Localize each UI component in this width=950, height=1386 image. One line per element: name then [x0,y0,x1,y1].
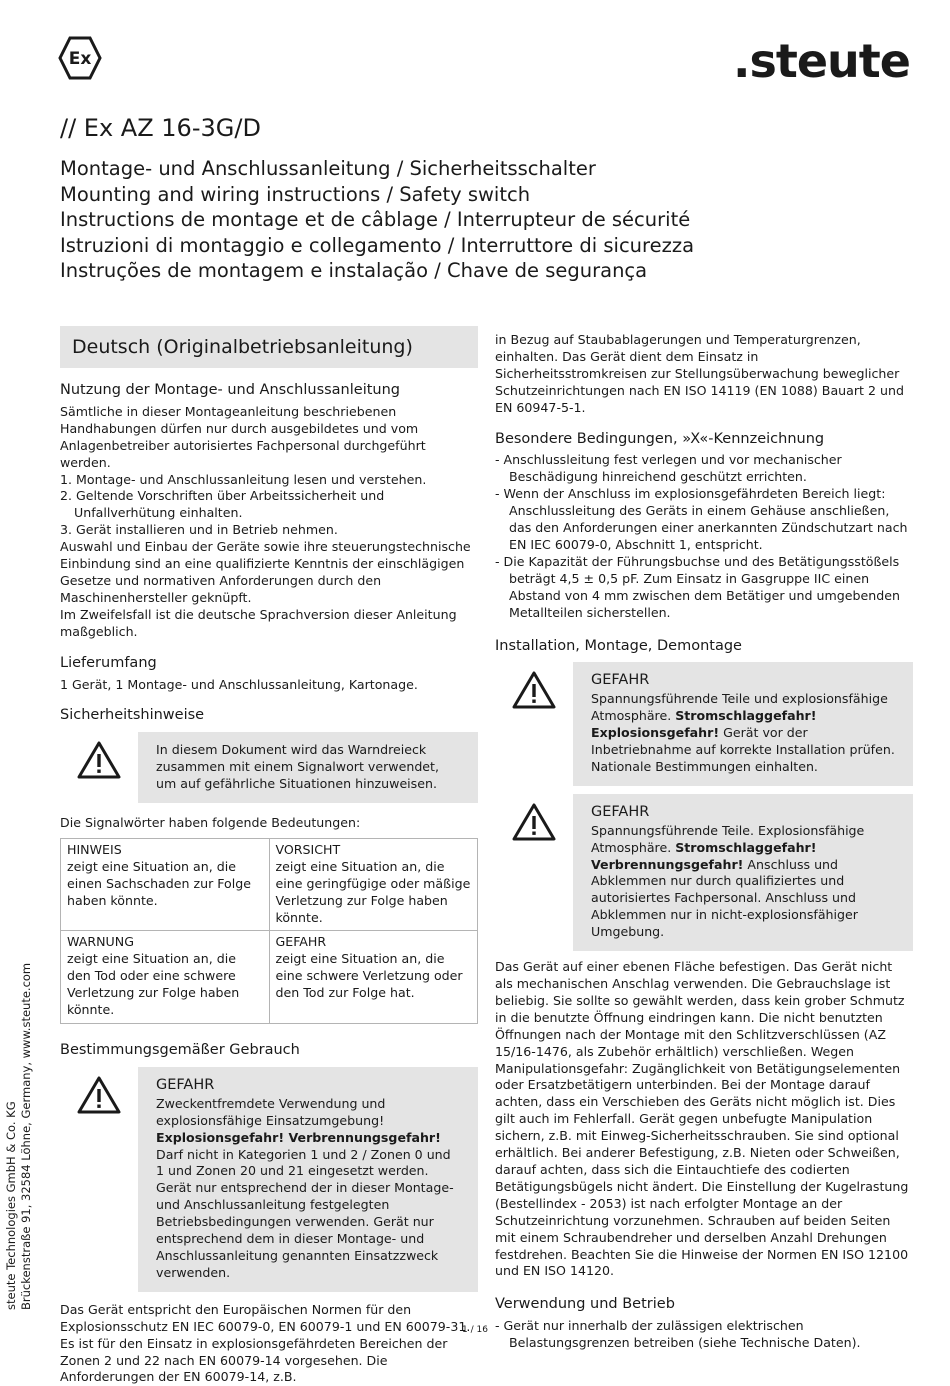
subtitle-pt: Instruções de montagem e instalação / Chave de segurança [60,259,648,282]
signal-words-table [60,838,478,1024]
signal-word: GEFAHR [591,672,650,689]
list-item: - Anschlussleitung fest verlegen und vor mechanischer Beschädigung hinreichend geschützt errichten. [495,452,842,485]
warning-text: Spannungsführende Teile. Explosionsfähige Atmosphäre. Stromschlaggefahr! Verbrennungsgefahr! Anschluss und Abklemmen nur durch qualifiziertes und autorisiertes Fachpersonal. Anschluss und Abklemmen nur in nicht-explosionsfähiger Umgebung. [591,822,865,940]
safety-note [60,732,478,803]
company-name: steute Technologies GmbH & Co. KG [4,1101,18,1310]
subtitles [60,156,694,284]
signal-meaning: zeigt eine Situation an, die einen Sachschaden zur Folge haben könnte. [67,858,252,908]
page-number: 1 / 16 [462,1325,488,1335]
usage-step: 1. Montage- und Anschlussanleitung lesen und verstehen. [60,471,427,487]
signal-cell [61,838,270,931]
usage-paragraph: Auswahl und Einbau der Geräte sowie ihre steuerungstechnische Einbindung sind an eine qualifizierte Kenntnis der einschlägigen Gesetze und normativen Anforderungen durch den Maschinenhersteller geknüpft. [60,539,471,605]
list-item: - Die Kapazität der Führungsbuchse und des Betätigungsstößels beträgt 4,5 ± 0,5 pF. Zum Einsatz in Gasgruppe IIC einen Abstand von 4 mm zwischen dem Betätiger und umgebenden Metallteilen sicherstellen. [495,553,900,620]
installation-heading: Installation, Montage, Demontage [495,637,742,654]
usage-paragraph: Sämtliche in dieser Montageanleitung beschriebenen Handhabungen dürfen nur durch ausgebildetes und vom Anlagenbetreiber autorisiertes Fachpersonal durchgeführt werden. [60,403,426,470]
warning-triangle-icon [495,794,573,951]
signal-word: WARNUNG [67,934,134,950]
subtitle-it: Istruzioni di montaggio e collegamento / Interruttore di sicurezza [60,233,695,257]
installation-warning-2 [495,794,913,951]
scope-text: 1 Gerät, 1 Montage- und Anschlussanleitung, Kartonage. [60,676,418,692]
usage-operation-heading: Verwendung und Betrieb [495,1296,675,1313]
company-address [4,963,34,1310]
signal-word: VORSICHT [275,841,341,857]
warning-triangle-icon [495,662,573,785]
warning-text: Spannungsführende Teile und explosionsfähige Atmosphäre. Stromschlaggefahr! Explosionsgefahr! Gerät vor der Inbetriebnahme auf korrekte Installation prüfen. Nationale Bestimmungen einhalten. [591,691,895,774]
usage-step: 3. Gerät installieren und in Betrieb nehmen. [60,522,338,538]
safety-heading: Sicherheitshinweise [60,707,205,724]
intended-use-warning [60,1067,478,1292]
installation-text: Das Gerät auf einer ebenen Fläche befestigen. Das Gerät nicht als mechanischen Anschlag verwenden. Die Gebrauchslage ist beliebig. Sie sollte so gewählt werden, dass kein grober Schmutz in die benutzte Öffnung eindringen kann. Die nicht benutzten Öffnungen nach der Montage mit den Schlitzverschlüssen (AZ 15/16-1476, als Zubehör erhältlich) verschließen. Wegen Manipulationsgefahr: Zugänglichkeit von Betätigungselementen oder Ersatzbetätigern unterbinden. Bei der Montage darauf achten, dass ein Verschieben des Geräts nicht möglich ist. Dies gilt auch im Fehlerfall. Gerät gegen unbefugte Manipulation sichern, z.B. mit Einweg-Sicherheitsschrauben. Sie sind optional erhältlich. Bei anderer Befestigung, z.B. Nieten oder Schweißen, darauf achten, dass sich die Eintauchtiefe des codierten Betätigungsbügels nicht ändert. Die Einstellung der Kugelrastung (Bestellindex - 2053) ist nach erfolgter Montage an der Schutzeinrichtung vorzunehmen. Schrauben auf beiden Seiten mit einem Schraubendreher und derselben Anzahl Drehungen festdrehen. Beachten Sie die Hinweise der Normen EN ISO 12100 und EN ISO 14120. [495,959,909,1279]
signal-word: HINWEIS [67,841,122,857]
installation-warning-1 [495,662,913,785]
right-column [495,332,913,1352]
special-conditions-heading: Besondere Bedingungen, »X«-Kennzeichnung [495,430,825,447]
signal-word: GEFAHR [275,934,327,950]
warning-text: Zweckentfremdete Verwendung und explosionsfähige Einsatzumgebung! Explosionsgefahr! Verbrennungsgefahr! Darf nicht in Kategorien 1 und 2 / Zonen 0 und 1 und Zonen 20 und 21 eingesetzt werden. Gerät nur entsprechend der in dieser Montage- und Anschlussanleitung festgelegten Betriebsbedingungen verwenden. Gerät nur entsprechend dem in dieser Montage- und Anschlussanleitung genannten Einsatzzweck verwenden. [156,1095,454,1280]
signal-meaning: zeigt eine Situation an, die eine schwere Verletzung oder den Tod zur Folge hat. [275,951,463,1001]
ex-logo [58,36,102,80]
subtitle-de: Montage- und Anschlussanleitung / Sicherheitsschalter [60,157,596,180]
brand-logo: .steute [733,34,910,88]
table-row [61,931,478,1024]
language-header: Deutsch (Originalbetriebsanleitung) [60,326,478,368]
signal-meaning: zeigt eine Situation an, die eine geringfügige oder mäßige Verletzung zur Folge haben könnte. [275,858,471,925]
left-column [60,326,478,1386]
list-item: - Wenn der Anschluss im explosionsgefährdeten Bereich liegt: Anschlussleitung des Geräts in einem Gehäuse anschließen, das den Anforderungen einer anerkannten Zündschutzart nach EN IEC 60079-0, Abschnitt 1, entspricht. [495,486,908,552]
subtitle-en: Mounting and wiring instructions / Safety switch [60,182,531,206]
signal-word: GEFAHR [156,1076,215,1093]
company-address-line: Brückenstraße 91, 32584 Löhne, Germany, www.steute.com [19,962,33,1310]
intended-use-heading: Bestimmungsgemäßer Gebrauch [60,1042,300,1058]
table-row [61,838,478,931]
usage-paragraph: Im Zweifelsfall ist die deutsche Sprachversion dieser Anleitung maßgeblich. [60,606,457,639]
warning-triangle-icon [60,1067,138,1292]
safety-box-text: In diesem Dokument wird das Warndreieck zusammen mit einem Signalwort verwendet, um auf gefährliche Situationen hinzuweisen. [138,732,478,803]
signal-word: GEFAHR [591,803,650,820]
scope-heading: Lieferumfang [60,654,157,671]
warning-triangle-icon [60,732,138,803]
signal-cell [269,931,478,1024]
norms-text: Das Gerät entspricht den Europäischen Normen für den Explosionsschutz EN IEC 60079-0, EN 60079-1 und EN 60079-31. Es ist für den Einsatz in explosionsgefährdeten Bereichen der Zonen 2 und 22 nach EN 60079-14 vorgesehen. Die Anforderungen der EN 60079-14, z.B. [60,1301,471,1385]
document-title: // Ex AZ 16-3G/D [60,114,261,142]
signal-cell [61,931,270,1024]
ex-logo-text: Ex [68,49,92,69]
list-item: - Gerät nur innerhalb der zulässigen elektrischen Belastungsgrenzen betreiben (siehe Technische Daten). [495,1318,861,1351]
signal-cell [269,838,478,931]
usage-heading: Nutzung der Montage- und Anschlussanleitung [60,382,400,398]
usage-step: 2. Geltende Vorschriften über Arbeitssicherheit und Unfallverhütung einhalten. [60,488,385,521]
continued-text: in Bezug auf Staubablagerungen und Temperaturgrenzen, einhalten. Das Gerät dient dem Einsatz in Sicherheitsstromkreisen zur Stellungsüberwachung beweglicher Schutzeinrichtungen nach EN ISO 14119 (EN 1088) Bauart 2 und EN 60947-5-1. [495,332,904,415]
subtitle-fr: Instructions de montage et de câblage / Interrupteur de sécurité [60,208,691,231]
signal-intro: Die Signalwörter haben folgende Bedeutungen: [60,815,361,831]
signal-meaning: zeigt eine Situation an, die den Tod oder eine schwere Verletzung zur Folge haben könnte. [67,951,240,1018]
